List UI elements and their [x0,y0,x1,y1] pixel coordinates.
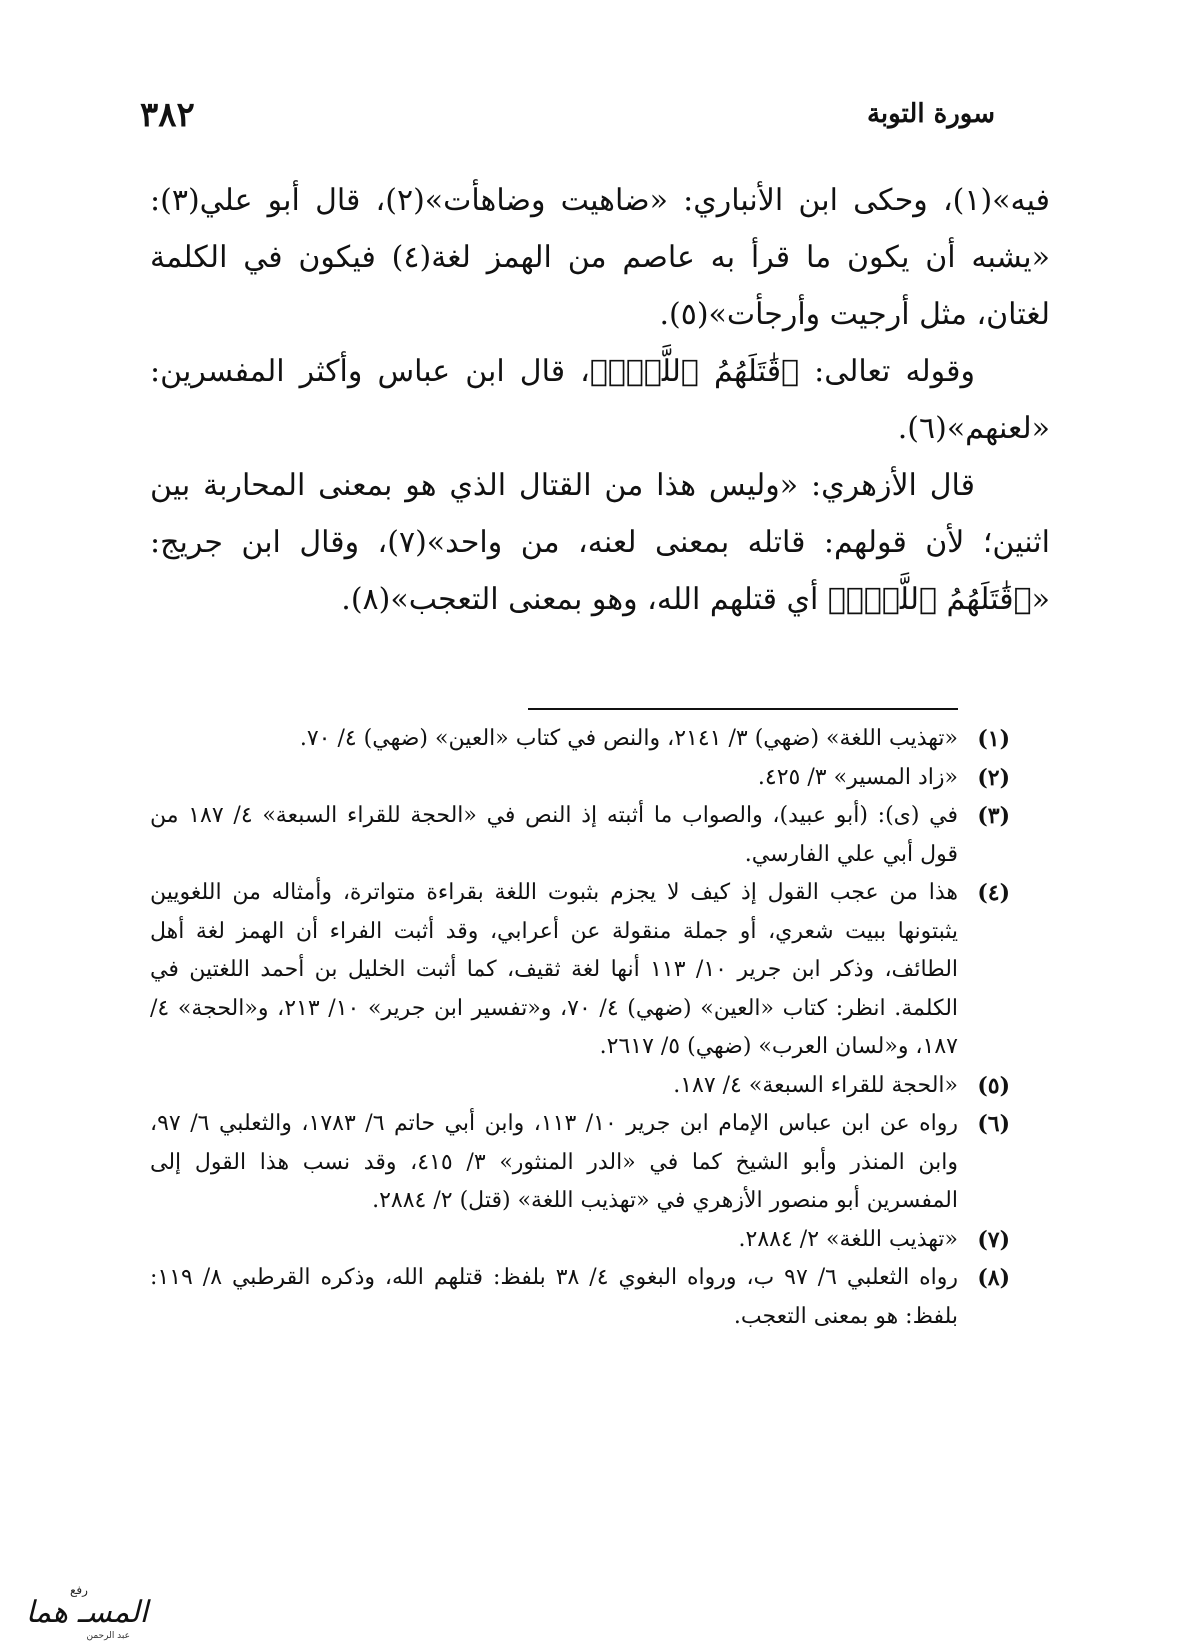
page-number: ٣٨٢ [140,95,195,135]
footnote-divider [528,708,958,710]
footnote [150,1105,1010,1221]
page-header [140,95,995,145]
running-title: سورة التوبة [866,99,995,129]
footnote-number: (٢) [977,764,1010,791]
footnote [150,720,1010,759]
footnote-number: (٨) [977,1265,1010,1291]
footnote-text: «الحجة للقراء السبعة» ٤/ ١٨٧. [673,1072,958,1098]
footnote [150,797,1010,874]
almoshahem-logo-icon [10,1580,160,1642]
footnote-number: (٤) [977,880,1010,906]
footnote [150,1067,1010,1106]
footnote [150,1259,1010,1336]
footnote-number: (٣) [977,803,1010,829]
footnote-text: رواه عن ابن عباس الإمام ابن جرير ١٠/ ١١٣، وابن أبي حاتم ٦/ ١٧٨٣، والثعلبي ٦/ ٩٧، وابن المنذر وأبو الشيخ كما في «الدر المنثور» ٣/ ٤١٥، وقد نسب هذا القول إلى المفسرين أبو منصور الأزهري في «تهذيب اللغة» (قتل) ٢/ ٢٨٨٤. [150,1111,959,1213]
footnote-text: «تهذيب اللغة» ٢/ ٢٨٨٤. [738,1226,958,1252]
footnote-number: (١) [977,726,1010,752]
footnote-number: (٧) [977,1226,1010,1253]
footnote-text: رواه الثعلبي ٦/ ٩٧ ب، ورواه البغوي ٤/ ٣٨ بلفظ: قتلهم الله، وذكره القرطبي ٨/ ١١٩: بلفظ: هو بمعنى التعجب. [150,1265,959,1329]
footnote-number: (٦) [977,1111,1010,1137]
logo-small-text: عبد الرحمن [86,1631,130,1641]
footnote [150,1221,1010,1260]
footnote-text: في (ى): (أبو عبيد)، والصواب ما أثبته إذ النص في «الحجة للقراء السبعة» ٤/ ١٨٧ من قول أبي علي الفارسي. [150,803,959,867]
footnote-text: هذا من عجب القول إذ كيف لا يجزم بثبوت اللغة بقراءة متواترة، وأمثاله من اللغويين يثبتونها ببيت شعري، أو جملة منقولة عن أعرابي، وقد أثبت الفراء أن الهمز لغة أهل الطائف، وذكر ابن جرير ١٠/ ١١٣ أنها لغة ثقيف، كما أثبت الخليل بن أحمد اللغتين في الكلمة. انظر: كتاب «العين» (ضهي) ٤/ ٧٠، و«تفسير ابن جرير» ١٠/ ٢١٣، و«الحجة» ٤/ ١٨٧، و«لسان العرب» (ضهي) ٥/ ٢٦١٧. [150,880,959,1059]
footnote [150,874,1010,1067]
paragraph-3: قال الأزهري: «وليس هذا من القتال الذي هو بمعنى المحاربة بين اثنين؛ لأن قولهم: قاتله بمعنى لعنه، من واحد»(٧)، وقال ابن جريج: «﴿قَٰتَلَهُمُ ٱللَّهُۚ﴾ أي قتلهم الله، وهو بمعنى التعجب»(٨). [150,468,1050,617]
footnote-number: (٥) [977,1072,1010,1099]
paragraph-1: فيه»(١)، وحكى ابن الأنباري: «ضاهيت وضاهأت»(٢)، قال أبو علي(٣): «يشبه أن يكون ما قرأ به عاصم من الهمز لغة(٤) فيكون في الكلمة لغتان، مثل أرجيت وأرجأت»(٥). [150,183,1051,332]
logo-top-text: رفع [70,1583,88,1597]
footnote [150,759,1010,798]
footnote-text: «زاد المسير» ٣/ ٤٢٥. [757,764,958,790]
paragraph-2: وقوله تعالى: ﴿قَٰتَلَهُمُ ٱللَّهُۚ﴾، قال ابن عباس وأكثر المفسرين: «لعنهم»(٦). [150,354,1050,446]
footnote-text: «تهذيب اللغة» (ضهي) ٣/ ٢١٤١، والنص في كتاب «العين» (ضهي) ٤/ ٧٠. [299,726,958,751]
footnotes [150,720,1010,1336]
main-text [150,172,1050,628]
logo-main-text: المسـ هما [25,1595,148,1630]
